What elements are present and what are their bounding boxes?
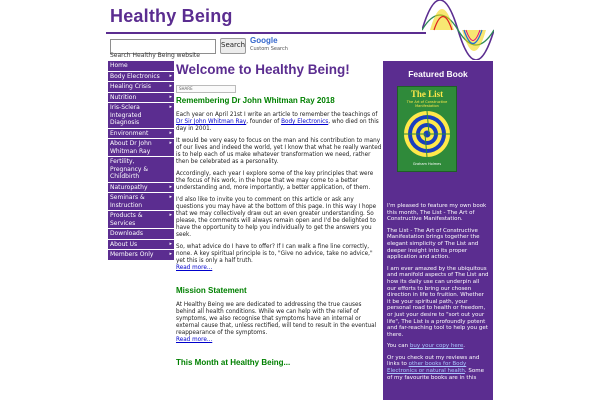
nav-item-label: Products & Services bbox=[110, 212, 143, 227]
text-run: Or you check out my reviews and links to bbox=[387, 354, 480, 368]
main-content bbox=[176, 62, 382, 400]
share-label: SHARE bbox=[179, 86, 193, 91]
paragraph bbox=[176, 244, 382, 272]
nav-item-nutrition[interactable] bbox=[108, 93, 174, 104]
google-custom-search-logo bbox=[250, 37, 288, 53]
google-wordmark: Google bbox=[250, 36, 278, 45]
search-caption: Search Healthy Being website bbox=[110, 52, 200, 59]
section-heading-remembering: Remembering Dr John Whitman Ray 2018 bbox=[176, 96, 335, 105]
link-dr-john-whitman-ray[interactable]: Dr Sir John Whitman Ray bbox=[176, 119, 247, 125]
nav-item-label: Seminars & Instruction bbox=[110, 194, 145, 209]
nav-item-label: About Dr John Whitman Ray bbox=[110, 140, 152, 155]
section-heading-this-month: This Month at Healthy Being... bbox=[176, 358, 291, 367]
nav-item-members-only[interactable] bbox=[108, 250, 174, 261]
search-button[interactable]: Search bbox=[220, 38, 246, 54]
book-cover-author: Graham Holmes bbox=[412, 162, 442, 166]
header-divider bbox=[106, 32, 426, 34]
nav-item-naturopathy[interactable] bbox=[108, 183, 174, 194]
text-run: You can bbox=[387, 343, 410, 350]
submenu-arrow-icon: ▸ bbox=[169, 140, 172, 146]
nav-item-body-electronics[interactable] bbox=[108, 72, 174, 83]
other-books-link[interactable]: other books for Body Electronics or natural health bbox=[387, 361, 467, 375]
nav-item-label: Home bbox=[110, 62, 128, 69]
nav-item-products-services[interactable] bbox=[108, 211, 174, 229]
left-gutter bbox=[0, 0, 106, 400]
buy-copy-link[interactable]: buy your copy here bbox=[409, 343, 464, 350]
submenu-arrow-icon: ▸ bbox=[169, 240, 172, 247]
nav-item-label: Fertility, Pregnancy & Childbirth bbox=[110, 158, 149, 180]
nav-item-about-us[interactable] bbox=[108, 240, 174, 251]
site-title[interactable]: Healthy Being bbox=[110, 6, 233, 26]
sidebar-paragraph: The List - The Art of Constructive Manifestation brings together the elegant simplicity of The List and deeper insight into its proper application and action. bbox=[387, 227, 480, 261]
nav-item-healing-crisis[interactable] bbox=[108, 82, 174, 93]
submenu-arrow-icon: ▸ bbox=[169, 212, 172, 218]
nav-item-label: Downloads bbox=[110, 230, 143, 237]
spacer bbox=[176, 344, 382, 358]
nav-item-fertility-pregnancy-childbirth[interactable] bbox=[108, 157, 174, 183]
nav-item-label: Members Only bbox=[110, 251, 154, 258]
nav-item-label: Environment bbox=[110, 129, 149, 137]
read-more-link[interactable]: Read more... bbox=[176, 265, 213, 271]
nav-item-label: Healing Crisis bbox=[110, 83, 151, 90]
submenu-arrow-icon: ▸ bbox=[169, 194, 172, 200]
sidebar-paragraph bbox=[387, 355, 489, 381]
link-body-electronics[interactable]: Body Electronics bbox=[281, 119, 329, 125]
sidebar-paragraph bbox=[387, 343, 489, 350]
paragraph: Accordingly, each year I explore some of the key principles that were the focus of his work, in the hope that we may come to a better understanding and, more importantly, a better application, of them. bbox=[176, 171, 374, 191]
submenu-arrow-icon: ▸ bbox=[169, 93, 172, 100]
google-custom-search-label: Custom Search bbox=[250, 46, 288, 52]
nav-item-label: Body Electronics bbox=[110, 72, 160, 80]
book-cover-subtitle: The Art of Constructive Manifestation bbox=[406, 100, 448, 108]
share-widget[interactable] bbox=[176, 85, 236, 93]
featured-book-sidebar bbox=[383, 61, 493, 400]
nav-item-label: Iris-Sclera Integrated Diagnosis bbox=[110, 104, 142, 126]
read-more-link[interactable]: Read more... bbox=[176, 337, 213, 343]
nav-item-iris-sclera-integrated-diagnosis[interactable] bbox=[108, 103, 174, 129]
spiral-icon bbox=[402, 109, 452, 159]
book-cover-image[interactable] bbox=[397, 86, 457, 172]
submenu-arrow-icon: ▸ bbox=[169, 251, 172, 257]
submenu-arrow-icon: ▸ bbox=[169, 183, 172, 190]
sidebar-paragraph: I am ever amazed by the ubiquitous and manifold aspects of The List and how its daily use can underpin all our efforts to bring our chosen direction in life to fruition. Whether it be your spiritual path, your personal road to health or freedom, or just your desire to "sort out your life", The List is a profoundly potent and far-reaching tool to help you get there. bbox=[387, 265, 489, 338]
nav-item-label: About Us bbox=[110, 240, 138, 248]
nav-item-label: Nutrition bbox=[110, 93, 137, 101]
text-run: , founder of bbox=[246, 119, 282, 125]
book-cover-title: The List bbox=[410, 89, 444, 99]
text-run: At Healthy Being we are dedicated to addressing the true causes behind all health conditions. While we can help with the relief of symptoms, we also recognise that symptoms have an internal or external cause that, unless rectified, will tend to result in the eventual reappearance of the symptoms. bbox=[176, 302, 377, 336]
sidebar-heading: Featured Book bbox=[408, 69, 468, 79]
wave-logo-icon bbox=[422, 0, 494, 60]
nav-item-home[interactable] bbox=[108, 61, 174, 72]
nav-item-label: Naturopathy bbox=[110, 183, 148, 191]
paragraph-mission bbox=[176, 302, 382, 344]
paragraph-intro bbox=[176, 112, 382, 133]
section-heading-mission: Mission Statement bbox=[176, 286, 247, 295]
submenu-arrow-icon: ▸ bbox=[169, 72, 172, 79]
text-run: So, what advice do I have to offer? If I can walk a fine line correctly, none. A key spiritual principle is to, "Give no advice, take no advice," yet this is only a half truth. bbox=[176, 244, 373, 264]
submenu-arrow-icon: ▸ bbox=[169, 104, 172, 110]
page-title: Welcome to Healthy Being! bbox=[176, 62, 350, 77]
nav-item-downloads[interactable] bbox=[108, 229, 174, 240]
nav-item-seminars-instruction[interactable] bbox=[108, 193, 174, 211]
sidebar-description bbox=[387, 203, 489, 386]
spacer bbox=[176, 272, 382, 286]
paragraph: It would be very easy to focus on the man and his contribution to many of our lives and indeed the world, yet I know that what he really wanted is to help each of us make whatever transformation we need, rather then be celebrated as a personality. bbox=[176, 138, 382, 165]
text-run: Each year on April 21st I write an article to remember the teachings of bbox=[176, 112, 378, 118]
text-run: . Some of my favourite books are in this bbox=[387, 368, 485, 381]
sidebar-paragraph: I'm pleased to feature my own book this month, The List - The Art of Constructive Manifestation. bbox=[387, 203, 487, 223]
text-run: . bbox=[463, 343, 465, 350]
main-navigation bbox=[108, 61, 174, 261]
submenu-arrow-icon: ▸ bbox=[169, 129, 172, 136]
right-gutter bbox=[494, 0, 600, 400]
content-wrapper bbox=[106, 0, 494, 400]
nav-item-about-dr-john-whitman-ray[interactable] bbox=[108, 139, 174, 157]
nav-item-environment[interactable] bbox=[108, 129, 174, 140]
submenu-arrow-icon: ▸ bbox=[169, 83, 172, 89]
paragraph: I'd also like to invite you to comment on this article or ask any questions you may have at the bottom of this page. In this way I hope that we may collectively draw out an even greater understanding. So please, the comments will always remain open and I'd be delighted to have the opportunity to help you individually to get the answers you seek. bbox=[176, 197, 377, 238]
text-run: , who died on this day in 2001. bbox=[176, 119, 379, 132]
